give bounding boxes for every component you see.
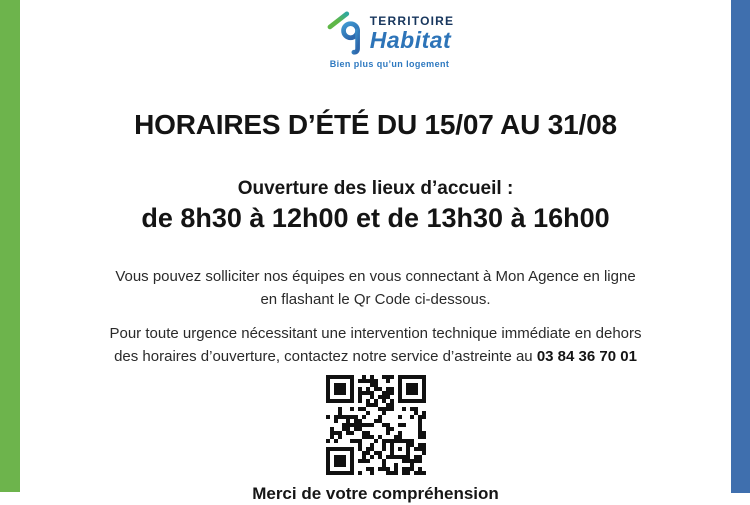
opening-hours: de 8h30 à 12h00 et de 13h30 à 16h00	[141, 203, 610, 233]
paragraph-emergency	[20, 322, 731, 368]
paragraph-online-agency	[20, 265, 731, 311]
paragraph-online-agency-line1: Vous pouvez solliciter nos équipes en vous connectant à Mon Agence en ligne	[115, 268, 636, 285]
notice-title: HORAIRES D’ÉTÉ DU 15/07 AU 31/08	[134, 109, 617, 140]
right-accent-bar	[731, 0, 750, 493]
closing-thanks-text: Merci de votre compréhension	[252, 484, 499, 503]
logo-row	[325, 11, 454, 56]
emergency-phone-number: 03 84 36 70 01	[536, 348, 637, 365]
territoire-habitat-logo	[325, 11, 454, 69]
paragraph-emergency-line1: Pour toute urgence nécessitant une intervention technique immédiate en dehors	[109, 325, 642, 342]
brand-name-bottom: Habitat	[369, 27, 452, 53]
paragraph-emergency-line2: des horaires d’ouverture, contactez notre service d’astreinte au	[114, 348, 537, 365]
qr-code-container	[20, 375, 731, 480]
paragraph-online-agency-line2: en flashant le Qr Code ci-dessous.	[260, 291, 491, 308]
brand-name-top: TERRITOIRE	[369, 14, 455, 28]
house-figure-logo-icon	[325, 11, 363, 56]
logo-wordmark	[370, 11, 454, 53]
qr-code	[326, 375, 426, 475]
flyer-content	[20, 0, 731, 503]
opening-label: Ouverture des lieux d’accueil :	[237, 178, 514, 199]
logo-tagline: Bien plus qu’un logement	[329, 59, 450, 69]
left-accent-bar	[0, 0, 20, 492]
